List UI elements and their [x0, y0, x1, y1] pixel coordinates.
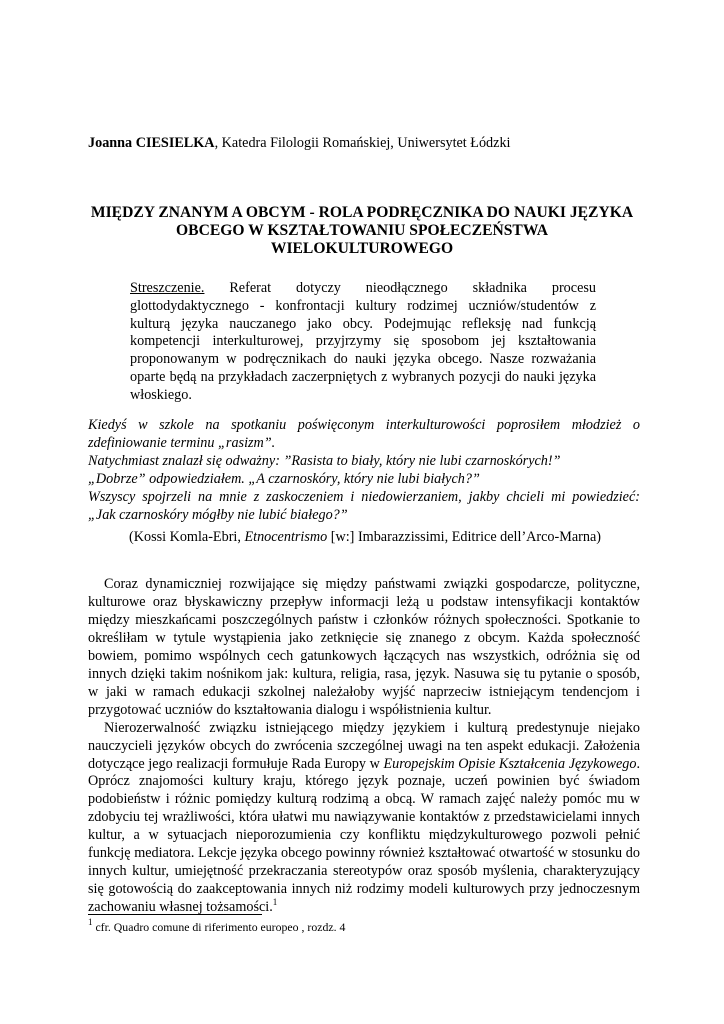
- citation-work: Etnocentrismo: [244, 529, 328, 545]
- abstract-text: Referat dotyczy nieodłącznego składnika procesu glottodydaktycznego - konfrontacji kultury rodzimej uczniów/studentów z kulturą języka nauczanego jako obcy. Podejmując refleksję nad funkcją kompetencji interkulturowej, przyjrzymy się sposobom jej kształtowania proponowanym w podręcznikach do nauki języka obcego. Nasze rozważania oparte będą na przykładach zaczerpniętych z wybranych pozycji do nauki języka włoskiego.: [130, 280, 596, 403]
- abstract: [130, 280, 596, 405]
- author-name: Joanna CIESIELKA: [88, 135, 215, 151]
- citation-suffix: [w:] Imbarazzissimi, Editrice dell’Arco-Marna): [327, 529, 602, 545]
- motto-line: Natychmiast znalazł się odważny: ”Rasista to biały, który nie lubi czarnoskórych!”: [88, 453, 561, 469]
- citation-prefix: (Kossi Komla-Ebri,: [129, 529, 245, 545]
- motto-quote: [88, 416, 640, 524]
- motto-line: „Dobrze” odpowiedziałem. „A czarnoskóry, który nie lubi białych?”: [88, 471, 480, 487]
- author-affiliation: , Katedra Filologii Romańskiej, Uniwersytet Łódzki: [214, 135, 511, 151]
- body-text: [88, 576, 640, 917]
- motto-line: Wszyscy spojrzeli na mnie z zaskoczeniem i niedowierzaniem, jakby chcieli mi powiedzieć:: [88, 489, 640, 505]
- motto-line: „Jak czarnoskóry mógłby nie lubić białego?”: [88, 507, 348, 523]
- paper-title: MIĘDZY ZNANYM A OBCYM - ROLA PODRĘCZNIKA DO NAUKI JĘZYKA OBCEGO W KSZTAŁTOWANIU SPOŁECZEŃSTWA WIELOKULTUROWEGO: [90, 204, 634, 257]
- paragraph: Coraz dynamiczniej rozwijające się między państwami związki gospodarcze, polityczne, kulturowe oraz błyskawiczny przepływ informacji leżą u podstaw intensyfikacji kontaktów między mieszkańcami poszczególnych państw i członków różnych społeczności. Spotkanie to określiłam w tytule wystąpienia jako zetknięcie się znanego z obcym. Każda społeczność bowiem, pomimo wspólnych cech gatunkowych łączących nas wszystkich, odróżnia się od innych dzięki takim nośnikom jak: kultura, religia, rasa, język. Nasuwa się tu pytanie o sposób, w jaki w ramach edukacji szkolnej należałoby wyjść naprzeciw istniejącym tendencjom i przygotować uczniów do kształtowania dialogu i współistnienia kultur.: [88, 576, 640, 718]
- paragraph-text: . Oprócz znajomości kultury kraju, którego język poznaje, uczeń powinien być świadom podobieństw i różnic pomiędzy kulturą rodzimą a obcą. W ramach zajęć należy pomóc mu w zdobyciu tej wrażliwości, która ułatwi mu nawiązywanie kontaktów z przedstawicielami innych kultur, a w sytuacjach nieporozumienia czy konfliktu międzykulturowego pozwoli pełnić funkcję mediatora. Lekcje języka obcego powinny również kształtować otwartość w stosunku do innych kultur, umiejętność przekraczania stereotypów oraz sposób myślenia, charakteryzujący się gotowością do zaakceptowania innych niż rodzimy modeli kulturowych przy jednoczesnym zachowaniu własnej tożsamości.: [88, 755, 640, 916]
- motto-citation: [129, 528, 649, 546]
- footnote-text: cfr. Quadro comune di riferimento europeo , rozdz. 4: [92, 920, 346, 934]
- cited-document: Europejskim Opisie Kształcenia Językowego: [383, 755, 637, 772]
- footnote: [88, 917, 588, 935]
- author-line: [88, 134, 648, 152]
- footnote-number: 1: [88, 917, 93, 927]
- motto-line: Kiedyś w szkole na spotkaniu poświęconym interkulturowości poprosiłem młodzież o: [88, 417, 640, 433]
- footnote-reference[interactable]: 1: [272, 897, 278, 908]
- abstract-label: Streszczenie.: [130, 280, 205, 296]
- paragraph-text: Nierozerwalność związku istniejącego między językiem i kulturą predestynuje niejako nauczycieli języków obcych do zwrócenia szczególnej uwagi na ten aspekt edukacji. Założenia dotyczące jego realizacji formułuje Rada Europy w: [88, 719, 640, 772]
- footnote-separator: [88, 914, 262, 915]
- paragraph: [88, 720, 640, 917]
- motto-line: zdefiniowanie terminu „rasizm”.: [88, 435, 276, 451]
